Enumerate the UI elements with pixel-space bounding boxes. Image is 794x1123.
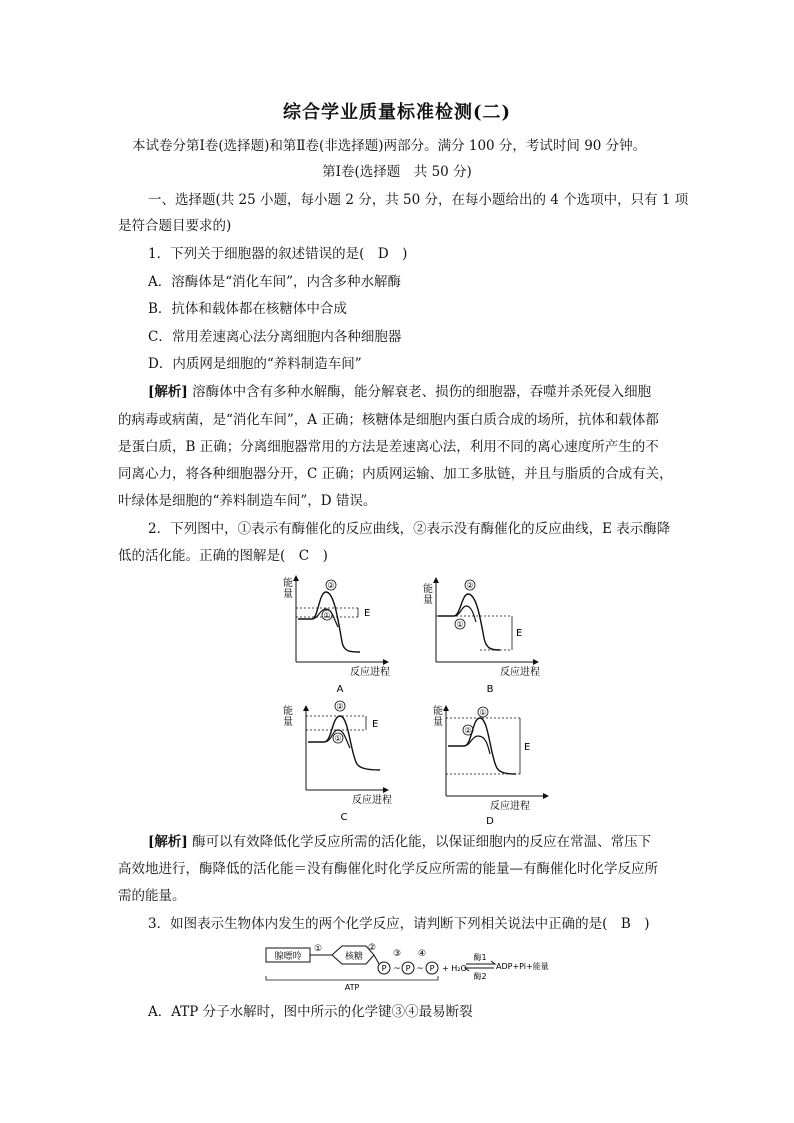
atp-label: ATP (344, 983, 360, 992)
graph-b-curve-without-enzyme (438, 594, 500, 650)
graph-a-curve-without-enzyme (298, 592, 360, 652)
products-label: ADP+Pi+能量 (496, 962, 549, 971)
graph-a-panel-label: A (336, 684, 344, 695)
graph-a-marker-2-text: ② (327, 581, 335, 590)
graph-b-panel-label: B (486, 684, 494, 695)
phosphate-2-label: P (405, 964, 411, 973)
graph-d-y-label-2: 量 (433, 717, 443, 728)
q1-option-b: B．抗体和载体都在核糖体中合成 (148, 301, 347, 317)
graph-b-x-label: 反应进程 (500, 667, 540, 678)
graph-d-x-label: 反应进程 (490, 801, 530, 812)
graph-a (283, 576, 390, 695)
q2-analysis-text-1: 酶可以有效降低化学反应所需的活化能，以保证细胞内的反应在常温、常压下 (192, 834, 652, 850)
graph-c-x-label: 反应进程 (352, 795, 392, 806)
q1-stem: 1．下列关于细胞器的叙述错误的是( D ) (148, 246, 408, 262)
q2-stem-line-1: 2．下列图中，①表示有酶催化的反应曲线，②表示没有酶催化的反应曲线，E 表示酶降 (148, 521, 671, 537)
q1-analysis-line-5: 叶绿体是细胞的“养料制造车间”，D 错误。 (118, 493, 377, 509)
phosphate-1-label: P (381, 964, 387, 973)
exam-intro: 本试卷分第Ⅰ卷(选择题)和第Ⅱ卷(非选择题)两部分。满分 100 分，考试时间 90 分钟。 (132, 138, 647, 154)
q1-analysis-line-4: 同离心力，将各种细胞器分开，C 正确；内质网运输、加工多肽链，并且与脂质的合成有关， (118, 466, 673, 482)
graph-b-y-label-2: 量 (423, 595, 433, 606)
part-instructions-line-2: 是符合题目要求的) (118, 218, 232, 234)
graph-c-y-label-1: 能 (283, 706, 293, 717)
q2-analysis-tag: [解析] (148, 834, 188, 850)
q1-option-d: D．内质网是细胞的“养料制造车间” (148, 356, 362, 372)
graph-b-y-label-1: 能 (423, 584, 433, 595)
graph-d-marker-1-text: ① (479, 708, 487, 717)
graph-a-marker-1-text: ① (323, 611, 331, 620)
q1-analysis-line-3: 是蛋白质，B 正确；分离细胞器常用的方法是差速离心法，利用不同的离心速度所产生的不 (118, 439, 659, 455)
graph-c-curve-without-enzyme (308, 716, 380, 770)
bond-3-label: ③ (392, 949, 402, 959)
graph-c-panel-label: C (340, 812, 348, 823)
q1-analysis-line-2: 的病毒或病菌，是“消化车间”，A 正确；核糖体是细胞内蛋白质合成的场所，抗体和载体都 (118, 412, 659, 428)
q2-analysis-line-1 (148, 832, 651, 852)
enzyme-1-label: 酶1 (473, 953, 487, 962)
q2-analysis-line-3: 需的能量。 (118, 888, 186, 904)
graph-c (283, 701, 392, 823)
high-energy-bond-2: ~ (416, 964, 424, 974)
graph-a-x-label: 反应进程 (350, 667, 390, 678)
q1-analysis-tag: [解析] (148, 384, 188, 400)
graph-b (423, 578, 540, 695)
q3-option-a: A．ATP 分子水解时，图中所示的化学键③④最易断裂 (148, 1004, 473, 1020)
graph-c-marker-2-text: ② (336, 702, 344, 711)
graph-d-e-label: E (524, 742, 531, 753)
graph-d-marker-2-text: ② (464, 726, 472, 735)
graph-b-marker-2-text: ② (466, 581, 474, 590)
bond-4-label: ④ (417, 949, 427, 959)
q2-stem-line-2: 低的活化能。正确的图解是( C ) (118, 548, 328, 564)
forward-arrow-head (491, 961, 495, 964)
page-title: 综合学业质量标准检测(二) (282, 102, 512, 123)
bond-1-label: ① (313, 944, 323, 954)
graph-b-e-label: E (516, 628, 523, 639)
graph-c-e-label: E (372, 719, 379, 730)
graph-a-y-label-2: 量 (283, 589, 293, 600)
q3-stem: 3．如图表示生物体内发生的两个化学反应，请判断下列相关说法中正确的是( B ) (148, 916, 650, 932)
graph-b-marker-1-text: ① (456, 620, 464, 629)
ribose-label: 核糖 (344, 952, 364, 962)
graph-c-y-label-2: 量 (283, 717, 293, 728)
graph-d (433, 704, 548, 824)
graph-d-curve-without-enzyme (448, 718, 516, 774)
enzyme-2-label: 酶2 (473, 972, 487, 981)
phosphate-3-label: P (429, 964, 435, 973)
graph-c-marker-1-text: ① (334, 734, 342, 743)
graph-a-y-label-1: 能 (283, 578, 293, 589)
q1-option-c: C．常用差速离心法分离细胞内各种细胞器 (148, 329, 402, 345)
part-instructions-line-1: 一、选择题(共 25 小题，每小题 2 分，共 50 分，在每小题给出的 4 个选项中，只有 1 项 (148, 192, 689, 208)
graph-a-e-label: E (364, 608, 371, 619)
graph-d-y-label-1: 能 (433, 706, 443, 717)
bond-2-label: ② (367, 943, 377, 953)
high-energy-bond-1: ~ (393, 964, 401, 974)
graph-d-curve-with-enzyme (464, 736, 490, 754)
water-label: + H₂O (442, 964, 467, 973)
adenine-label: 腺嘌呤 (274, 952, 302, 962)
q1-analysis-text-1: 溶酶体中含有多种水解酶，能分解衰老、损伤的细胞器，吞噬并杀死侵入细胞 (192, 384, 652, 400)
q2-energy-graphs (270, 572, 550, 824)
q1-option-a: A．溶酶体是“消化车间”，内含多种水解酶 (148, 274, 402, 290)
atp-bracket (266, 976, 438, 980)
section-title: 第Ⅰ卷(选择题 共 50 分) (322, 164, 472, 180)
q3-atp-diagram (262, 942, 562, 992)
bond-line-2 (374, 955, 379, 964)
q2-analysis-line-2: 高效地进行，酶降低的活化能＝没有酶催化时化学反应所需的能量—有酶催化时化学反应所 (118, 861, 658, 877)
q1-analysis-line-1 (148, 382, 651, 402)
graph-d-panel-label: D (486, 816, 494, 824)
